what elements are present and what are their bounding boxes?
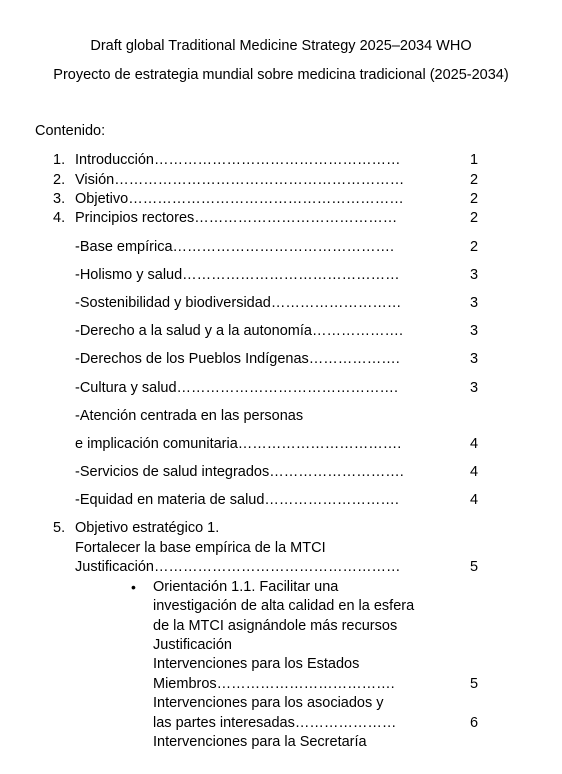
toc-entry-page: 5 — [469, 559, 479, 575]
toc-bullet-page: 5 — [469, 676, 479, 692]
toc-entry-page: 2 — [469, 191, 479, 207]
toc-subentry-text: -Equidad en materia de salud………………………. — [75, 492, 399, 508]
toc-subentry-text: -Derecho a la salud y a la autonomía………………. — [75, 323, 403, 339]
toc-bullet-text: Intervenciones para los Estados — [153, 656, 360, 672]
toc-subentry-text: -Sostenibilidad y biodiversidad……………………… — [75, 295, 402, 311]
contents-header: Contenido: — [35, 123, 106, 139]
toc-subentry-page: 4 — [469, 464, 479, 480]
toc-entry-text: Visión…………………………………………………… — [75, 172, 405, 188]
toc-entry-number: 4. — [53, 210, 66, 226]
toc-bullet-text: Intervenciones para la Secretaría — [153, 734, 367, 750]
toc-entry-text: Justificación…………………………………………… — [75, 559, 401, 575]
toc-subentry-text: -Servicios de salud integrados………………………. — [75, 464, 404, 480]
toc-bullet-text: Justificación — [153, 637, 232, 653]
toc-bullet-text: Intervenciones para los asociados y — [153, 695, 384, 711]
toc-subentry-page: 4 — [469, 436, 479, 452]
toc-subentry-page: 3 — [469, 323, 479, 339]
toc-subentry-page: 2 — [469, 239, 479, 255]
toc-subentry-page: 3 — [469, 295, 479, 311]
bullet-icon: • — [131, 579, 136, 595]
toc-subentry-page: 4 — [469, 492, 479, 508]
toc-entry-page: 2 — [469, 172, 479, 188]
toc-bullet-text: investigación de alta calidad en la esfera — [153, 598, 415, 614]
toc-entry-number: 3. — [53, 191, 66, 207]
toc-subentry-page: 3 — [469, 267, 479, 283]
toc-bullet-text: de la MTCI asignándole más recursos — [153, 618, 398, 634]
toc-bullet-text: Miembros………………………………. — [153, 676, 395, 692]
toc-entry-number: 2. — [53, 172, 66, 188]
toc-entry-text: Principios rectores…………………………………… — [75, 210, 398, 226]
toc-entry-page: 2 — [469, 210, 479, 226]
toc-entry-text: Objetivo………………………………………………… — [75, 191, 404, 207]
document-title-spanish: Proyecto de estrategia mundial sobre medicina tradicional (2025-2034) — [53, 67, 509, 83]
toc-entry-page: 1 — [469, 152, 479, 168]
toc-subentry-text: -Cultura y salud………………………………………. — [75, 380, 399, 396]
toc-subentry-text: -Atención centrada en las personas — [75, 408, 304, 424]
toc-entry-text: Introducción…………………………………………… — [75, 152, 401, 168]
toc-subentry-page: 3 — [469, 380, 479, 396]
toc-entry-text: Objetivo estratégico 1. — [75, 520, 220, 536]
document-title-english: Draft global Traditional Medicine Strategy 2025–2034 WHO — [90, 38, 472, 54]
toc-subentry-text: -Holismo y salud……………………………………… — [75, 267, 400, 283]
toc-subentry-text: e implicación comunitaria……………………………. — [75, 436, 402, 452]
toc-subentry-page: 3 — [469, 351, 479, 367]
toc-bullet-text: Orientación 1.1. Facilitar una — [153, 579, 339, 595]
toc-subentry-text: -Base empírica………………………………………. — [75, 239, 395, 255]
toc-entry-number: 1. — [53, 152, 66, 168]
toc-bullet-text: las partes interesadas………………… — [153, 715, 397, 731]
toc-entry-text: Fortalecer la base empírica de la MTCI — [75, 540, 326, 556]
toc-entry-number: 5. — [53, 520, 66, 536]
toc-subentry-text: -Derechos de los Pueblos Indígenas………………. — [75, 351, 400, 367]
toc-bullet-page: 6 — [469, 715, 479, 731]
